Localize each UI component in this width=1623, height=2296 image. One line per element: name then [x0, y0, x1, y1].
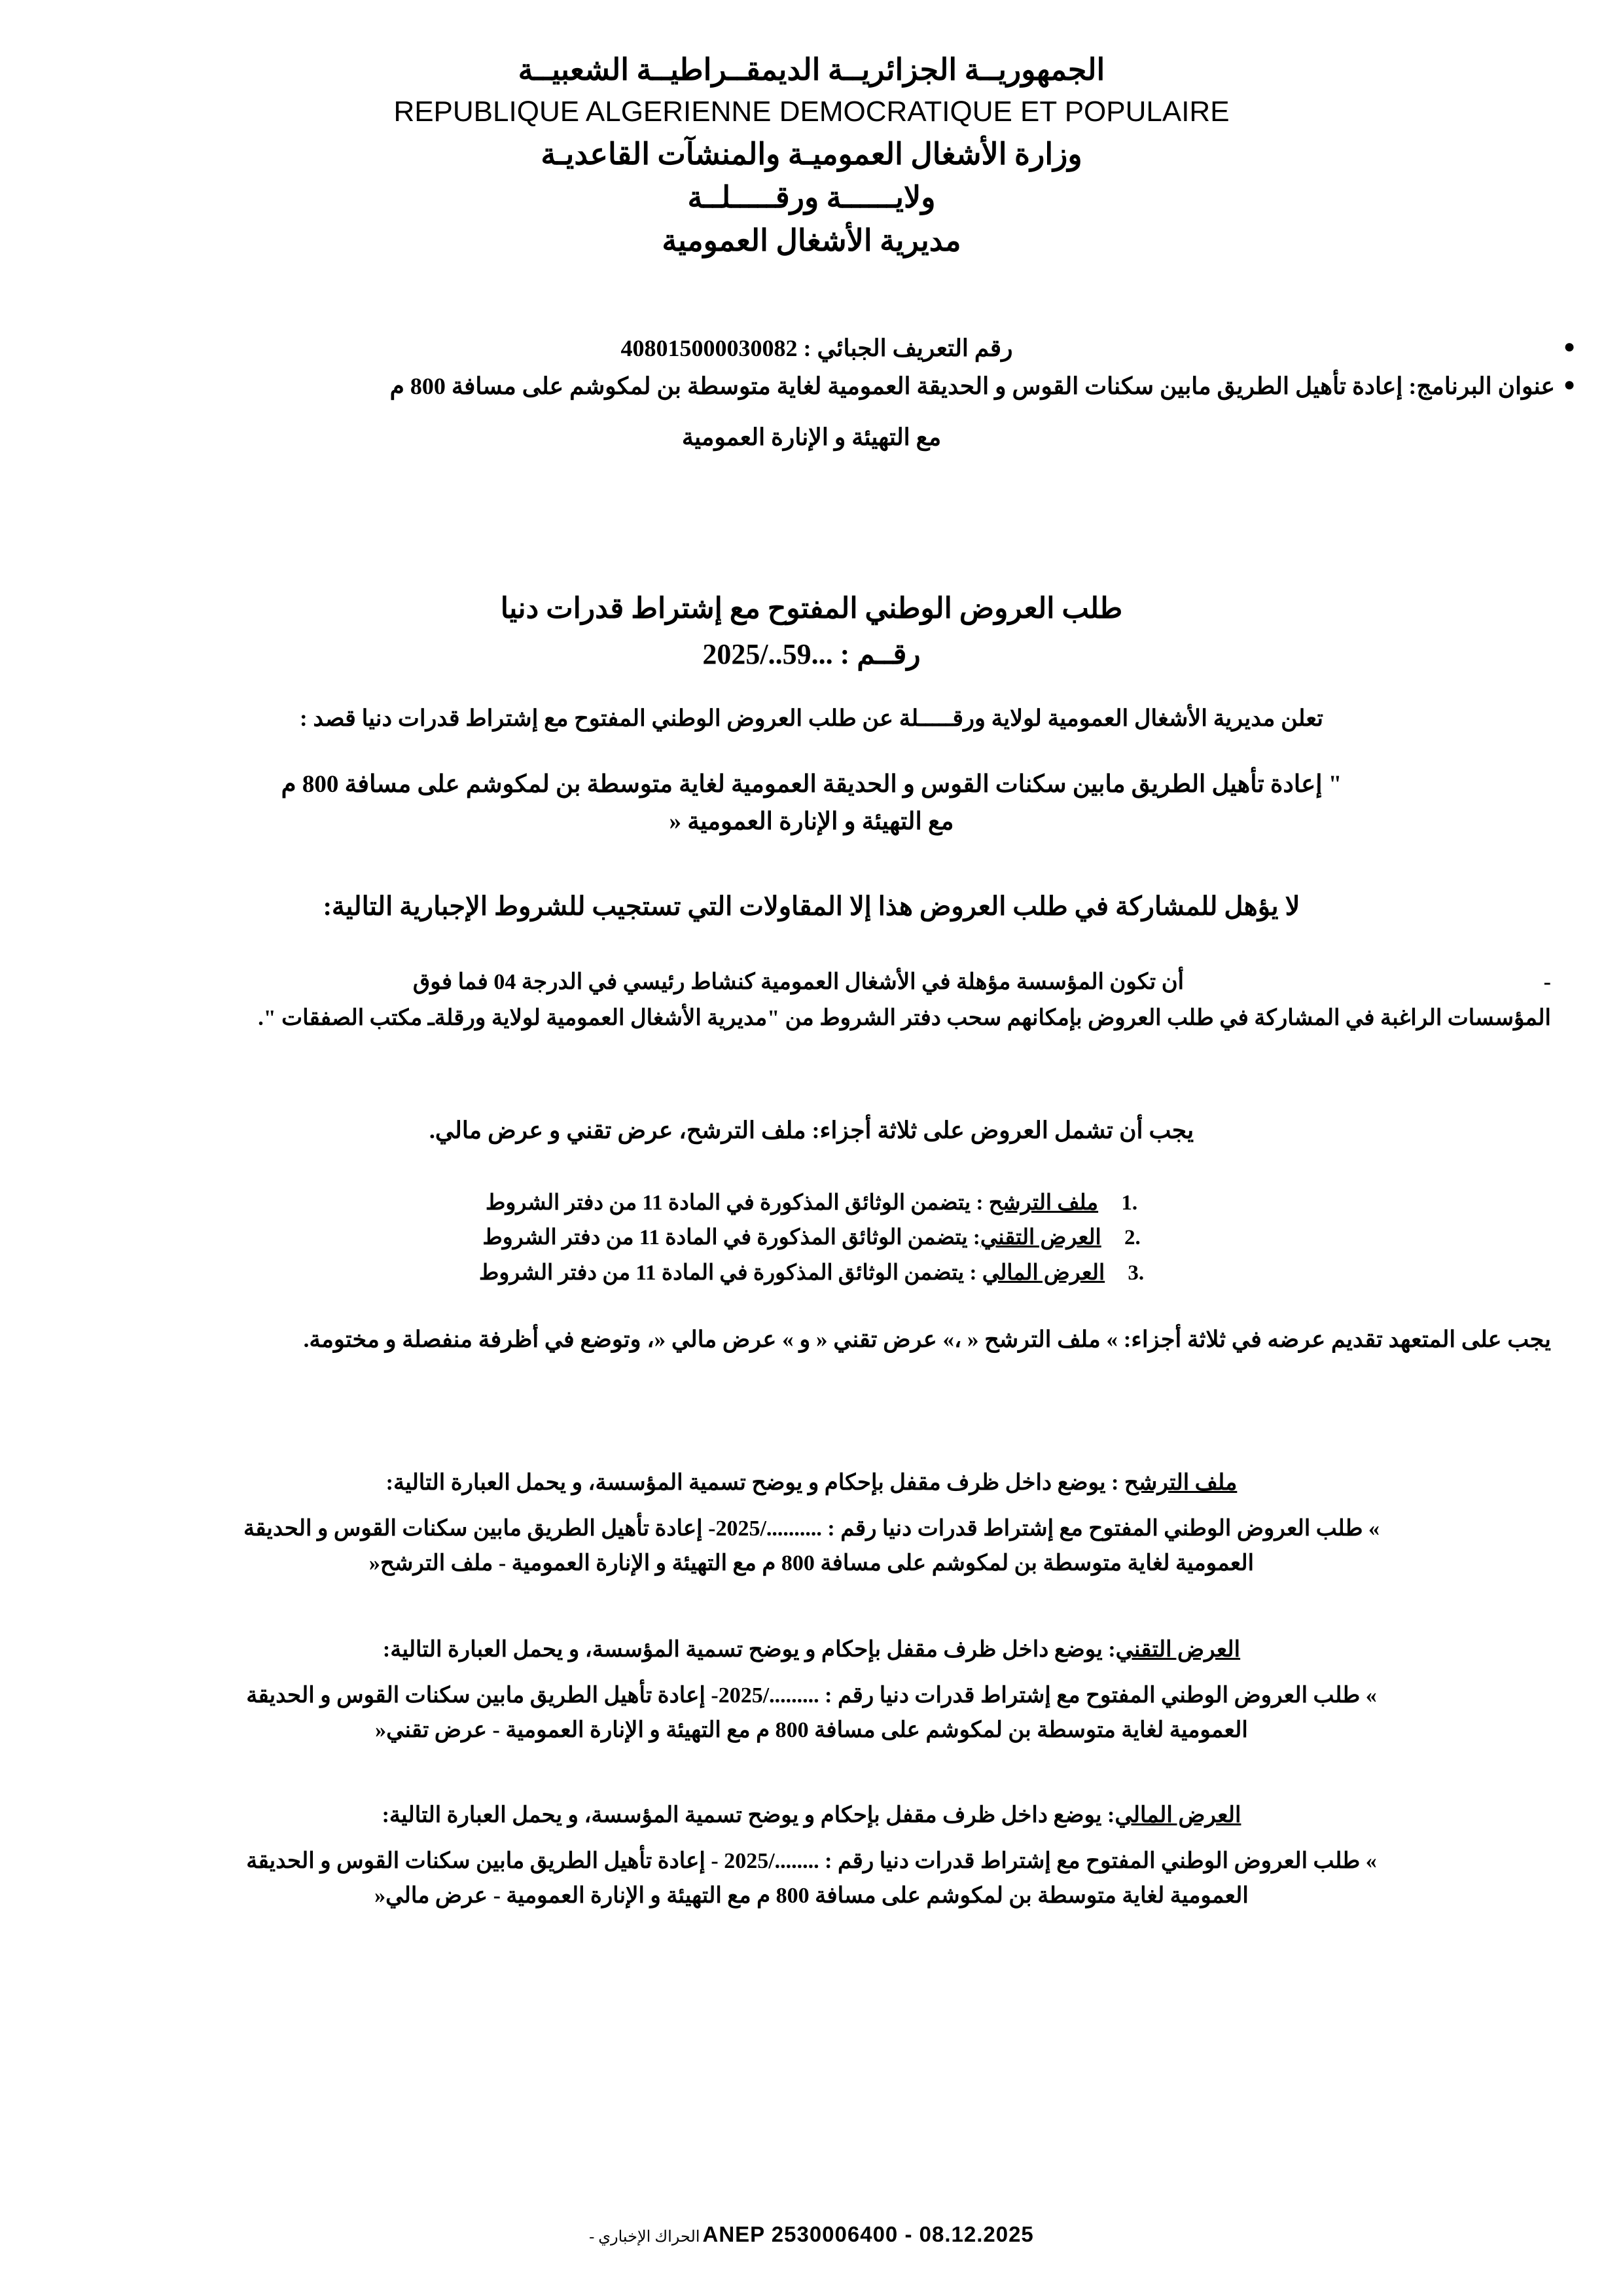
list-item: [72, 1256, 1551, 1291]
list-item: [79, 368, 1584, 404]
offer-parts-list: [72, 1186, 1551, 1291]
envelope-financial-body: [72, 1844, 1551, 1913]
eligibility-condition-row: [72, 965, 1551, 999]
envelope-candidature-line-1: » طلب العروض الوطني المفتوح مع إشتراط قدرات دنيا رقم : ........../2025- إعادة تأهيل الطريق مابين سكنات القوس و الحديقة: [243, 1516, 1380, 1541]
bullet-dot-icon: ●: [1563, 336, 1576, 357]
list-item: [79, 331, 1584, 366]
program-title-continuation: مع التهيئة و الإنارة العمومية: [681, 424, 942, 450]
envelope-candidature-line-2: العمومية لغاية متوسطة بن لمكوشم على مسافة 800 م مع التهيئة و الإنارة العمومية - ملف الترشح«: [368, 1551, 1255, 1575]
announcement-paragraph: تعلن مديرية الأشغال العمومية لولاية ورقـــــلة عن طلب العروض الوطني المفتوح مع إشتراط قدرات دنيا قصد :: [299, 706, 1324, 731]
fiscal-id-text: رقم التعريف الجبائي : 408015000030082: [620, 335, 1013, 361]
tender-main-title-block: [0, 588, 1623, 675]
commitment-paragraph: يجب على المتعهد تقديم عرضه في ثلاثة أجزاء: » ملف الترشح « ،» عرض تقني « و » عرض مالي «، وتوضع في أظرفة منفصلة و مختومة.: [303, 1327, 1551, 1352]
envelope-financial-heading-rest: : يوضع داخل ظرف مقفل بإحكام و يوضح تسمية المؤسسة، و يحمل العبارة التالية:: [382, 1803, 1115, 1827]
envelope-candidature-heading: [72, 1466, 1551, 1499]
envelope-technical-line-1: » طلب العروض الوطني المفتوح مع إشتراط قدرات دنيا رقم : ........./2025- إعادة تأهيل الطريق مابين سكنات القوس و الحديقة: [246, 1683, 1377, 1708]
list-item-title: العرض المالي: [982, 1261, 1105, 1285]
envelope-financial-heading: [72, 1799, 1551, 1832]
envelope-technical-heading: [72, 1633, 1551, 1666]
list-item-title: ملف الترشح: [988, 1191, 1099, 1215]
eligibility-condition-text: أن تكون المؤسسة مؤهلة في الأشغال العمومية كنشاط رئيسي في الدرجة 04 فما فوق: [412, 970, 1185, 994]
envelope-candidature-heading-rest: : يوضع داخل ظرف مقفل بإحكام و يوضح تسمية المؤسسة، و يحمل العبارة التالية:: [385, 1471, 1124, 1495]
envelope-financial-line-2: العمومية لغاية متوسطة بن لمكوشم على مسافة 800 م مع التهيئة و الإنارة العمومية - عرض مالي«: [374, 1883, 1249, 1908]
program-title-text: عنوان البرنامج: إعادة تأهيل الطريق مابين سكنات القوس و الحديقة العمومية لغاية متوسطة بن لمكوشم على مسافة 800 م: [389, 373, 1555, 399]
list-item-index: 1.: [1121, 1191, 1138, 1215]
envelope-technical-body: [72, 1679, 1551, 1748]
direction-title: مديرية الأشغال العمومية: [662, 223, 961, 257]
list-item-content: [479, 1256, 1105, 1291]
envelope-technical-heading-rest: : يوضع داخل ظرف مقفل بإحكام و يوضح تسمية المؤسسة، و يحمل العبارة التالية:: [382, 1638, 1116, 1662]
envelope-technical-line-2: العمومية لغاية متوسطة بن لمكوشم على مسافة 800 م مع التهيئة و الإنارة العمومية - عرض تقني«: [375, 1717, 1248, 1742]
list-item-rest: : يتضمن الوثائق المذكورة في المادة 11 من دفتر الشروط: [478, 1261, 982, 1285]
wilaya-title: ولايــــــة ورقـــــلــة: [687, 181, 936, 215]
list-item: [72, 1186, 1551, 1221]
list-item-title: العرض التقني: [980, 1226, 1101, 1250]
identification-bullets: [79, 331, 1584, 451]
project-quote-line-2: مع التهيئة و الإنارة العمومية «: [669, 808, 954, 836]
footer-inner: [589, 2222, 1034, 2247]
bullet-dot-icon: ●: [1563, 374, 1576, 395]
list-item-content: [482, 1221, 1101, 1255]
project-quote-block: [72, 766, 1551, 841]
withdrawal-paragraph: المؤسسات الراغبة في المشاركة في طلب العروض بإمكانهم سحب دفتر الشروط من "مديرية الأشغال العمومية لولاية ورقلةـ مكتب الصفقات ".: [258, 1006, 1551, 1030]
envelope-technical-title: العرض التقني: [1115, 1638, 1241, 1662]
list-item-index: 3.: [1128, 1261, 1145, 1285]
republic-title-french: REPUBLIQUE ALGERIENNE DEMOCRATIQUE ET POPULAIRE: [393, 95, 1230, 128]
eligibility-heading: لا يؤهل للمشاركة في طلب العروض هذا إلا المقاولات التي تستجيب للشروط الإجبارية التالية:: [323, 891, 1300, 921]
document-footer: [0, 2222, 1623, 2247]
dash-marker-icon: -: [1543, 970, 1551, 994]
offer-parts-intro: يجب أن تشمل العروض على ثلاثة أجزاء: ملف الترشح، عرض تقني و عرض مالي.: [429, 1117, 1194, 1143]
anep-reference: ANEP 2530006400 - 08.12.2025: [702, 2222, 1034, 2246]
list-item-rest: : يتضمن الوثائق المذكورة في المادة 11 من دفتر الشروط: [485, 1191, 989, 1215]
list-item-index: 2.: [1124, 1226, 1141, 1250]
republic-title-arabic: الجمهوريــة الجزائريــة الديمقــراطيــة الشعبيــة: [518, 53, 1105, 86]
project-quote-line-1: " إعادة تأهيل الطريق مابين سكنات القوس و الحديقة العمومية لغاية متوسطة بن لمكوشم على مسافة 800 م: [281, 771, 1342, 798]
page-title: طلب العروض الوطني المفتوح مع إشتراط قدرات دنيا: [500, 592, 1123, 624]
ministry-title: وزارة الأشغال العموميـة والمنشآت القاعديـة: [541, 137, 1082, 171]
list-item-rest: : يتضمن الوثائق المذكورة في المادة 11 من دفتر الشروط: [482, 1226, 980, 1250]
envelope-candidature-body: [72, 1512, 1551, 1581]
envelope-financial-line-1: » طلب العروض الوطني المفتوح مع إشتراط قدرات دنيا رقم : ......../2025 - إعادة تأهيل الطريق مابين سكنات القوس و الحديقة: [246, 1849, 1377, 1873]
document-header: [0, 51, 1623, 260]
tender-number: رقــم : ...59../2025: [702, 637, 921, 670]
footer-source-label: الحراك الإخباري -: [589, 2229, 700, 2246]
envelope-financial-title: العرض المالي: [1115, 1803, 1241, 1827]
envelope-candidature-title: ملف الترشح: [1124, 1471, 1238, 1495]
list-item: [72, 1221, 1551, 1255]
list-item-content: [486, 1186, 1098, 1221]
